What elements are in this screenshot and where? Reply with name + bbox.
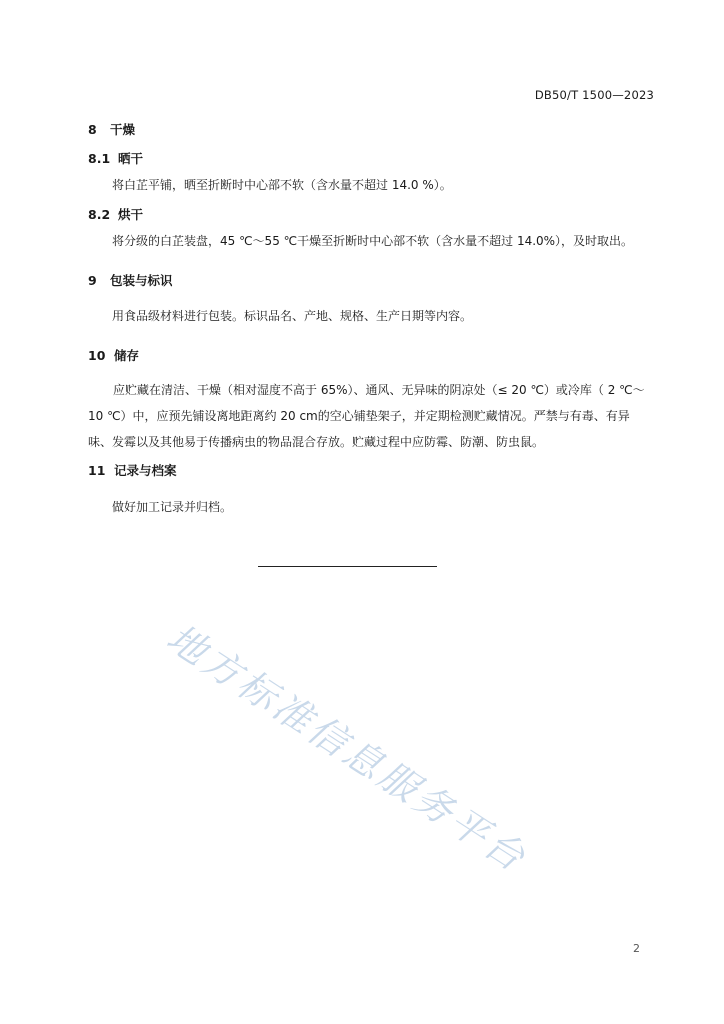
section-8-2-heading	[88, 205, 143, 223]
section-number: 8	[88, 122, 97, 137]
section-8-1-body: 将白芷平铺，晒至折断时中心部不软（含水量不超过 14.0 %）。	[112, 178, 452, 192]
section-number: 11	[88, 463, 106, 478]
paragraph-line: 10 ℃）中，应预先铺设离地距离约 20 cm的空心铺垫架子，并定期检测贮藏情况。严禁与有毒、有异	[88, 409, 630, 423]
section-title: 储存	[114, 348, 140, 363]
section-10-body	[88, 377, 660, 455]
end-rule	[258, 566, 437, 567]
page-number: 2	[633, 942, 640, 955]
section-9-body: 用食品级材料进行包装。标识品名、产地、规格、生产日期等内容。	[112, 309, 473, 323]
section-10-heading	[88, 346, 139, 364]
section-11-heading	[88, 461, 177, 479]
section-9-heading	[88, 271, 173, 289]
section-number: 10	[88, 348, 106, 363]
section-8-1-heading	[88, 149, 143, 167]
watermark: 地方标准信息服务平台	[159, 615, 536, 882]
section-title: 烘干	[118, 207, 144, 222]
section-title: 记录与档案	[114, 463, 177, 478]
paragraph-line: 应贮藏在清洁、干燥（相对湿度不高于 65%）、通风、无异味的阴凉处（≤ 20 ℃）或冷库（ 2 ℃～	[113, 383, 645, 397]
section-number: 8.2	[88, 207, 111, 222]
section-title: 包装与标识	[110, 273, 173, 288]
section-11-body: 做好加工记录并归档。	[112, 500, 233, 514]
paragraph-line: 味、发霉以及其他易于传播病虫的物品混合存放。贮藏过程中应防霉、防潮、防虫鼠。	[88, 435, 545, 449]
section-8-2-body: 将分级的白芷装盘，45 ℃～55 ℃干燥至折断时中心部不软（含水量不超过 14.0%），及时取出。	[112, 234, 634, 248]
section-number: 9	[88, 273, 97, 288]
section-8-heading	[88, 120, 135, 138]
standard-code: DB50/T 1500—2023	[534, 88, 654, 102]
section-title: 晒干	[118, 151, 144, 166]
section-title: 干燥	[110, 122, 136, 137]
section-number: 8.1	[88, 151, 111, 166]
